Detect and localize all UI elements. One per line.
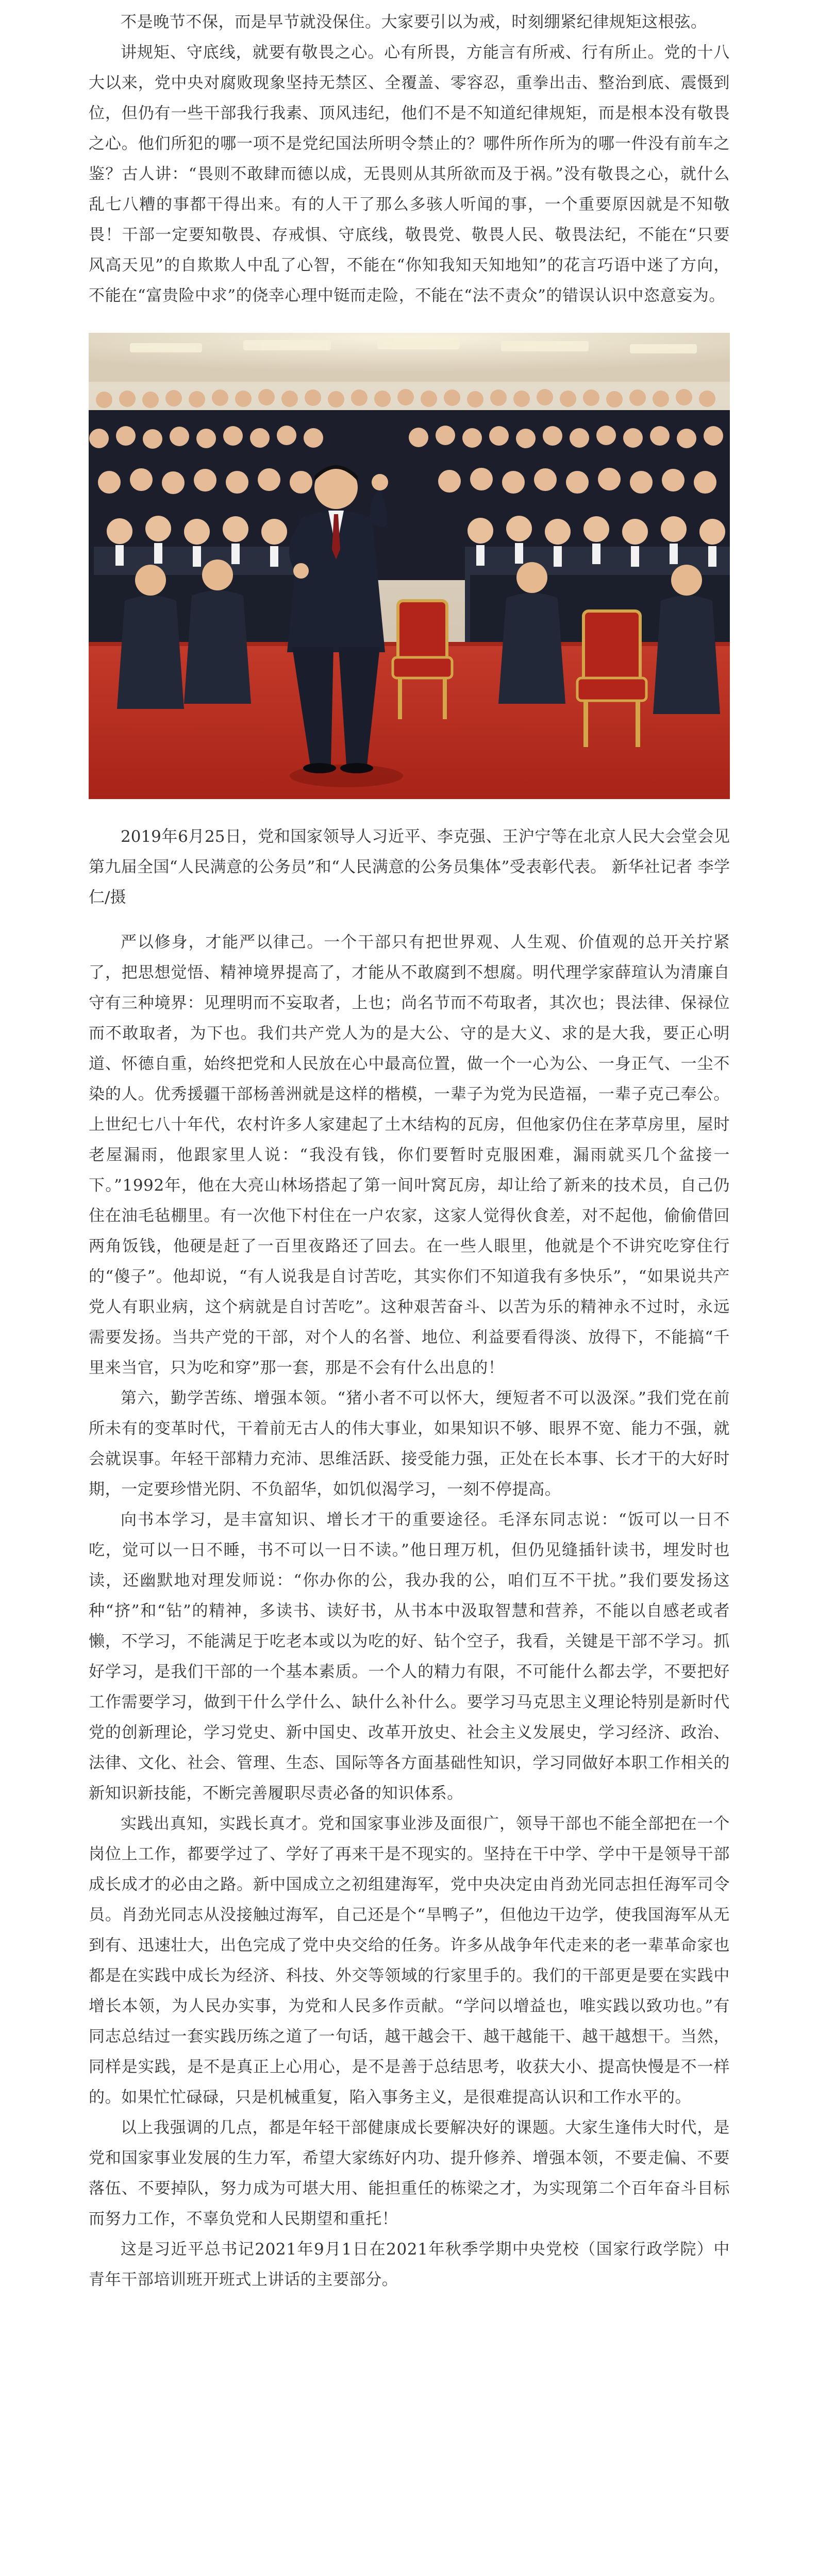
article-paragraph: 以上我强调的几点，都是年轻干部健康成长要解决好的课题。大家生逢伟大时代，是党和国家事业发展的生力军，希望大家练好内功、提升修养、增强本领，不要走偏、不要落伍、不要掉队，努力成为可堪大用、能担重任的栋梁之才，为实现第二个百年奋斗目标而努力工作，不辜负党和人民期望和重托！ [89, 2119, 730, 2228]
photo-caption: 2019年6月25日，党和国家领导人习近平、李克强、王沪宁等在北京人民大会堂会见第九届全国“人民满意的公务员”和“人民满意的公务员集体”受表彰代表。 新华社记者 李学仁/摄 [89, 827, 730, 907]
article-paragraph-section-six: 第六，勤学苦练、增强本领。“猪小者不可以怀大，绠短者不可以汲深。”我们党在前所未有的变革时代，干着前无古人的伟大事业，如果知识不够、眼界不宽、能力不强，就会就误事。年轻干部精力充沛、思维活跃、接受能力强，正处在长本事、长才干的大好时期，一定要珍惜光阴、不负韶华，如饥似渴学习，一刻不停提高。 [89, 1389, 730, 1499]
article-paragraph: 讲规矩、守底线，就要有敬畏之心。心有所畏，方能言有所戒、行有所止。党的十八大以来，党中央对腐败现象坚持无禁区、全覆盖、零容忍，重拳出击、整治到底、震慑到位，但仍有一些干部我行我素、顶风违纪，他们不是不知道纪律规矩，而是根本没有敬畏之心。他们所犯的哪一项不是党纪国法所明令禁止的？哪件所作所为的哪一件没有前车之鉴？古人讲：“畏则不敢肆而德以成，无畏则从其所欲而及于祸。”没有敬畏之心，就什么乱七八糟的事都干得出来。有的人干了那么多骇人听闻的事，一个重要原因就是不知敬畏！干部一定要知敬畏、存戒惧、守底线，敬畏党、敬畏人民、敬畏法纪，不能在“只要风高天见”的自欺欺人中乱了心智，不能在“你知我知天知地知”的花言巧语中迷了方向，不能在“富贵险中求”的侥幸心理中铤而走险，不能在“法不责众”的错误认识中恣意妄为。 [89, 43, 730, 305]
article-paragraph: 向书本学习，是丰富知识、增长才干的重要途径。毛泽东同志说：“饭可以一日不吃，觉可以一日不睡，书不可以一日不读。”他日理万机，但仍见缝插针读书，埋发时也读，还幽默地对理发师说：“你办你的公，我办我的公，咱们互不干扰。”我们要发扬这种“挤”和“钻”的精神，多读书、读好书，从书本中汲取智慧和营养，不能以自感老或者懒，不学习，不能满足于吃老本或以为吃的好、钻个空子，我看，关键是干部不学习。抓好学习，是我们干部的一个基本素质。一个人的精力有限，不可能什么都去学，不要把好工作需要学习，做到干什么学什么、缺什么补什么。要学习马克思主义理论特别是新时代党的创新理论，学习党史、新中国史、改革开放史、社会主义发展史，学习经济、政治、法律、文化、社会、管理、生态、国际等各方面基础性知识，学习同做好本职工作相关的新知识新技能，不断完善履职尽责必备的知识体系。 [89, 1511, 730, 1803]
article-paragraph: 严以修身，才能严以律己。一个干部只有把世界观、人生观、价值观的总开关拧紧了，把思想觉悟、精神境界提高了，才能从不敢腐到不想腐。明代理学家薛瑄认为清廉自守有三种境界：见理明而不妄取者，上也；尚名节而不苟取者，其次也；畏法律、保禄位而不敢取者，为下也。我们共产党人为的是大公、守的是大义、求的是大我，要正心明道、怀德自重，始终把党和人民放在心中最高位置，做一个一心为公、一身正气、一尘不染的人。优秀援疆干部杨善洲就是这样的楷模，一辈子为党为民造福，一辈子克己奉公。上世纪七八十年代，农村许多人家建起了土木结构的瓦房，但他家仍住在茅草房里，屋时老屋漏雨，他跟家里人说：“我没有钱，你们要暂时克服困难，漏雨就买几个盆接一下。”1992年，他在大亮山林场搭起了第一间叶窝瓦房，却让给了新来的技术员，自己仍住在油毛毡棚里。有一次他下村住在一户农家，这家人觉得伙食差，对不起他，偷偷借回两角饭钱，他硬是赶了一百里夜路还了回去。在一些人眼里，他就是个不讲究吃穿住行的“傻子”。他却说，“有人说我是自讨苦吃，其实你们不知道我有多快乐”，“如果说共产党人有职业病，这个病就是自讨苦吃”。这种艰苦奋斗、以苦为乐的精神永不过时，永远需要发扬。当共产党的干部，对个人的名誉、地位、利益要看得淡、放得下，不能搞“千里来当官，只为吃和穿”那一套，那是不会有什么出息的！ [89, 933, 730, 1377]
news-photo [89, 333, 730, 799]
article-paragraph: 实践出真知，实践长真才。党和国家事业涉及面很广，领导干部也不能全部把在一个岗位上工作，都要学过了、学好了再来干是不现实的。坚持在干中学、学中干是领导干部成长成才的必由之路。新中国成立之初组建海军，党中央决定由肖劲光同志担任海军司令员。肖劲光同志从没接触过海军，自己还是个“旱鸭子”，但他边干边学，使我国海军从无到有、迅速壮大，出色完成了党中央交给的任务。许多从战争年代走来的老一辈革命家也都是在实践中成长为经济、科技、外交等领域的行家里手的。我们的干部更是要在实践中增长本领，为人民办实事，为党和人民多作贡献。“学问以增益也，唯实践以致功也。”有同志总结过一套实践历练之道了一句话，越干越会干、越干越能干、越干越想干。当然，同样是实践，是不是真正上心用心，是不是善于总结思考，收获大小、提高快慢是不一样的。如果忙忙碌碌，只是机械重复，陷入事务主义，是很难提高认识和工作水平的。 [89, 1815, 730, 2107]
photo-illustration [89, 333, 730, 799]
article-body [89, 0, 730, 2295]
article-paragraph: 不是晚节不保，而是早节就没保住。大家要引以为戒，时刻绷紧纪律规矩这根弦。 [121, 13, 707, 31]
article-source-note: 这是习近平总书记2021年9月1日在2021年秋季学期中央党校（国家行政学院）中青年干部培训班开班式上讲话的主要部分。 [89, 2240, 730, 2289]
